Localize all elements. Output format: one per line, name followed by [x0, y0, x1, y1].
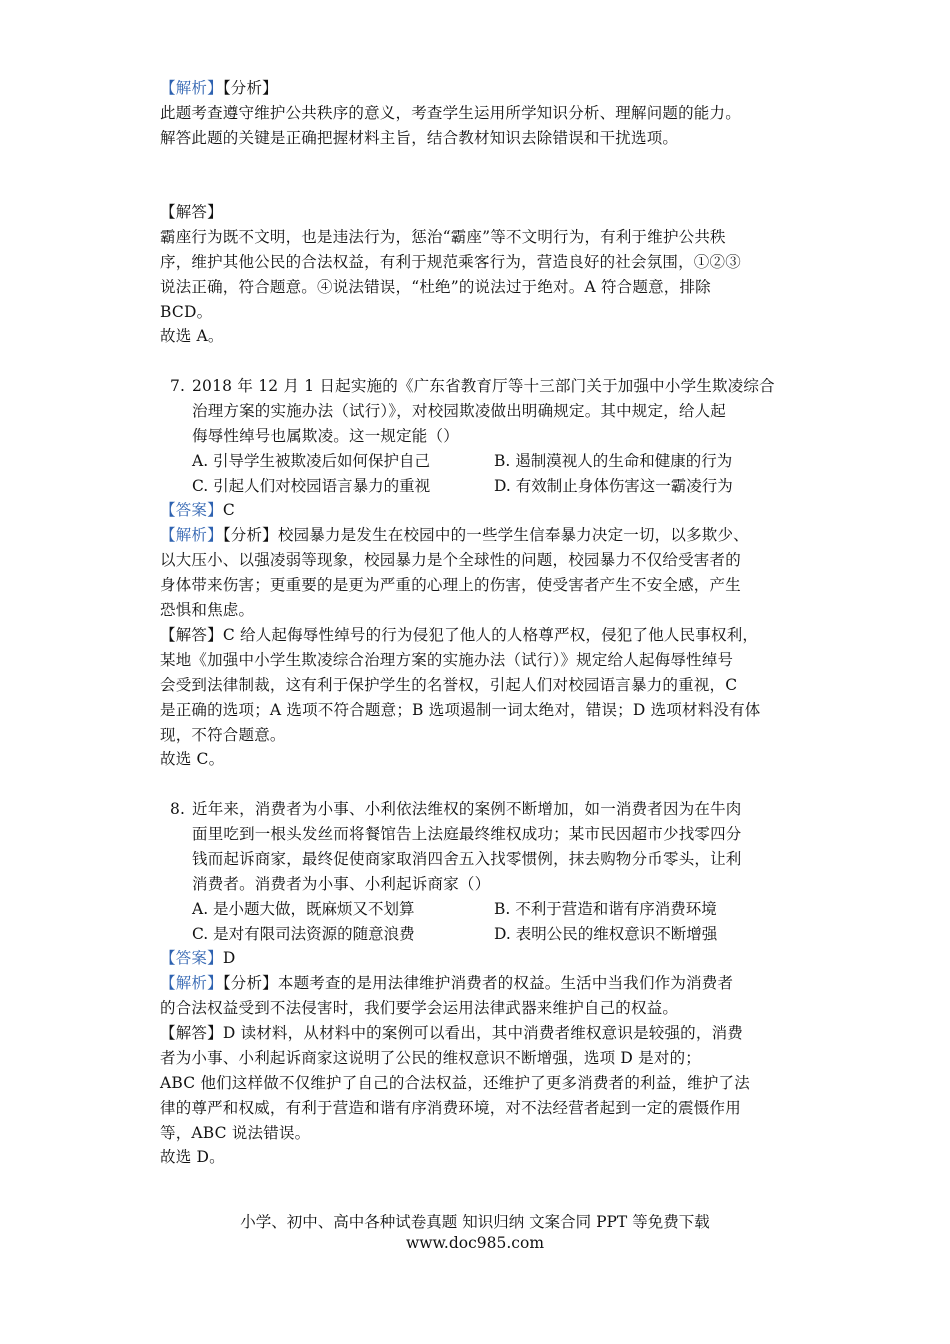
- answer-value: D: [222, 949, 236, 967]
- answer-explanation-line: [160, 1021, 743, 1045]
- answer-conclusion: 故选 C。: [160, 750, 225, 768]
- answer-line: [160, 946, 235, 970]
- option-d: D. 表明公民的维权意识不断增强: [494, 925, 718, 943]
- question-stem: 钱而起诉商家，最终促使商家取消四舍五入找零惯例，抹去购物分币零头，让利: [192, 850, 742, 868]
- question-stem: 消费者。消费者为小事、小利起诉商家（）: [192, 875, 491, 893]
- option-d: D. 有效制止身体伤害这一霸凌行为: [494, 477, 733, 495]
- question-number: 8.: [170, 800, 186, 818]
- jiexi-label: 【解析】: [160, 79, 223, 97]
- answer-explanation-text: 现，不符合题意。: [160, 726, 286, 744]
- option-a: A. 引导学生被欺凌后如何保护自己: [192, 452, 431, 470]
- analysis-text: 以大压小、以强凌弱等现象，校园暴力是个全球性的问题，校园暴力不仅给受害者的: [160, 551, 741, 569]
- analysis-line: [160, 971, 733, 995]
- analysis-text: 本题考查的是用法律维护消费者的权益。生活中当我们作为消费者: [277, 974, 734, 992]
- answer-explanation-text: 是正确的选项；A 选项不符合题意；B 选项遏制一词太绝对，错误；D 选项材料没有体: [160, 701, 761, 719]
- fenxi-label: 【分析】: [222, 526, 278, 544]
- question-stem: 侮辱性绰号也属欺凌。这一规定能（）: [192, 427, 459, 445]
- answer-explanation-text: 等，ABC 说法错误。: [160, 1124, 311, 1142]
- answer-value: C: [222, 501, 235, 519]
- jieda-label: 【解答】: [160, 1024, 223, 1042]
- answer-explanation-text: 者为小事、小利起诉商家这说明了公民的维权意识不断增强，选项 D 是对的；: [160, 1049, 701, 1067]
- fenxi-label: 【分析】: [222, 79, 278, 97]
- analysis-heading: [160, 76, 278, 100]
- answer-explanation-text: 说法正确，符合题意。④说法错误，“杜绝”的说法过于绝对。A 符合题意，排除: [160, 278, 711, 296]
- answer-explanation-line: [160, 623, 758, 647]
- jiexi-label: 【解析】: [160, 974, 223, 992]
- analysis-text: 恐惧和焦虑。: [160, 601, 255, 619]
- fenxi-label: 【分析】: [222, 974, 278, 992]
- answer-explanation-text: C 给人起侮辱性绰号的行为侵犯了他人的人格尊严权，侵犯了他人民事权利，: [222, 626, 759, 644]
- answer-explanation-text: 霸座行为既不文明，也是违法行为，惩治“霸座”等不文明行为，有利于维护公共秩: [160, 228, 726, 246]
- question-stem: 治理方案的实施办法（试行）》，对校园欺凌做出明确规定。其中规定，给人起: [192, 402, 727, 420]
- daan-label: 【答案】: [160, 949, 223, 967]
- answer-explanation-text: BCD。: [160, 303, 213, 321]
- answer-explanation-text: ABC 他们这样做不仅维护了自己的合法权益，还维护了更多消费者的利益，维护了法: [160, 1074, 750, 1092]
- answer-explanation-text: 会受到法律制裁，这有利于保护学生的名誉权，引起人们对校园语言暴力的重视，C: [160, 676, 738, 694]
- answer-explanation-text: 律的尊严和权威，有利于营造和谐有序消费环境，对不法经营者起到一定的震慑作用: [160, 1099, 741, 1117]
- answer-explanation-label: 【解答】: [160, 203, 223, 221]
- answer-explanation-text: 序，维护其他公民的合法权益，有利于规范乘客行为，营造良好的社会氛围，①②③: [160, 253, 741, 271]
- option-c: C. 引起人们对校园语言暴力的重视: [192, 477, 431, 495]
- option-b: B. 不利于营造和谐有序消费环境: [494, 900, 717, 918]
- answer-line: [160, 498, 235, 522]
- question-stem: 2018 年 12 月 1 日起实施的《广东省教育厅等十三部门关于加强中小学生欺凌综合: [192, 377, 775, 395]
- analysis-line: [160, 523, 749, 547]
- answer-conclusion: 故选 D。: [160, 1148, 225, 1166]
- daan-label: 【答案】: [160, 501, 223, 519]
- analysis-text: 身体带来伤害；更重要的是更为严重的心理上的伤害，使受害者产生不安全感，产生: [160, 576, 741, 594]
- footer-website-link[interactable]: www.doc985.com: [405, 1234, 545, 1252]
- option-a: A. 是小题大做，既麻烦又不划算: [192, 900, 415, 918]
- analysis-text: 解答此题的关键是正确把握材料主旨，结合教材知识去除错误和干扰选项。: [160, 129, 679, 147]
- analysis-text: 校园暴力是发生在校园中的一些学生信奉暴力决定一切，以多欺少、: [277, 526, 749, 544]
- analysis-text: 的合法权益受到不法侵害时，我们要学会运用法律武器来维护自己的权益。: [160, 999, 679, 1017]
- answer-explanation-text: 某地《加强中小学生欺凌综合治理方案的实施办法（试行）》规定给人起侮辱性绰号: [160, 651, 734, 669]
- footer-tagline: 小学、初中、高中各种试卷真题 知识归纳 文案合同 PPT 等免费下载: [240, 1213, 710, 1231]
- question-stem: 近年来，消费者为小事、小利依法维权的案例不断增加，如一消费者因为在牛肉: [192, 800, 742, 818]
- analysis-text: 此题考查遵守维护公共秩序的意义，考查学生运用所学知识分析、理解问题的能力。: [160, 104, 741, 122]
- answer-explanation-text: D 读材料，从材料中的案例可以看出，其中消费者维权意识是较强的，消费: [222, 1024, 743, 1042]
- jiexi-label: 【解析】: [160, 526, 223, 544]
- jieda-label: 【解答】: [160, 626, 223, 644]
- option-c: C. 是对有限司法资源的随意浪费: [192, 925, 415, 943]
- question-stem: 面里吃到一根头发丝而将餐馆告上法庭最终维权成功；某市民因超市少找零四分: [192, 825, 742, 843]
- answer-conclusion: 故选 A。: [160, 327, 224, 345]
- option-b: B. 遏制漠视人的生命和健康的行为: [494, 452, 733, 470]
- question-number: 7.: [170, 377, 186, 395]
